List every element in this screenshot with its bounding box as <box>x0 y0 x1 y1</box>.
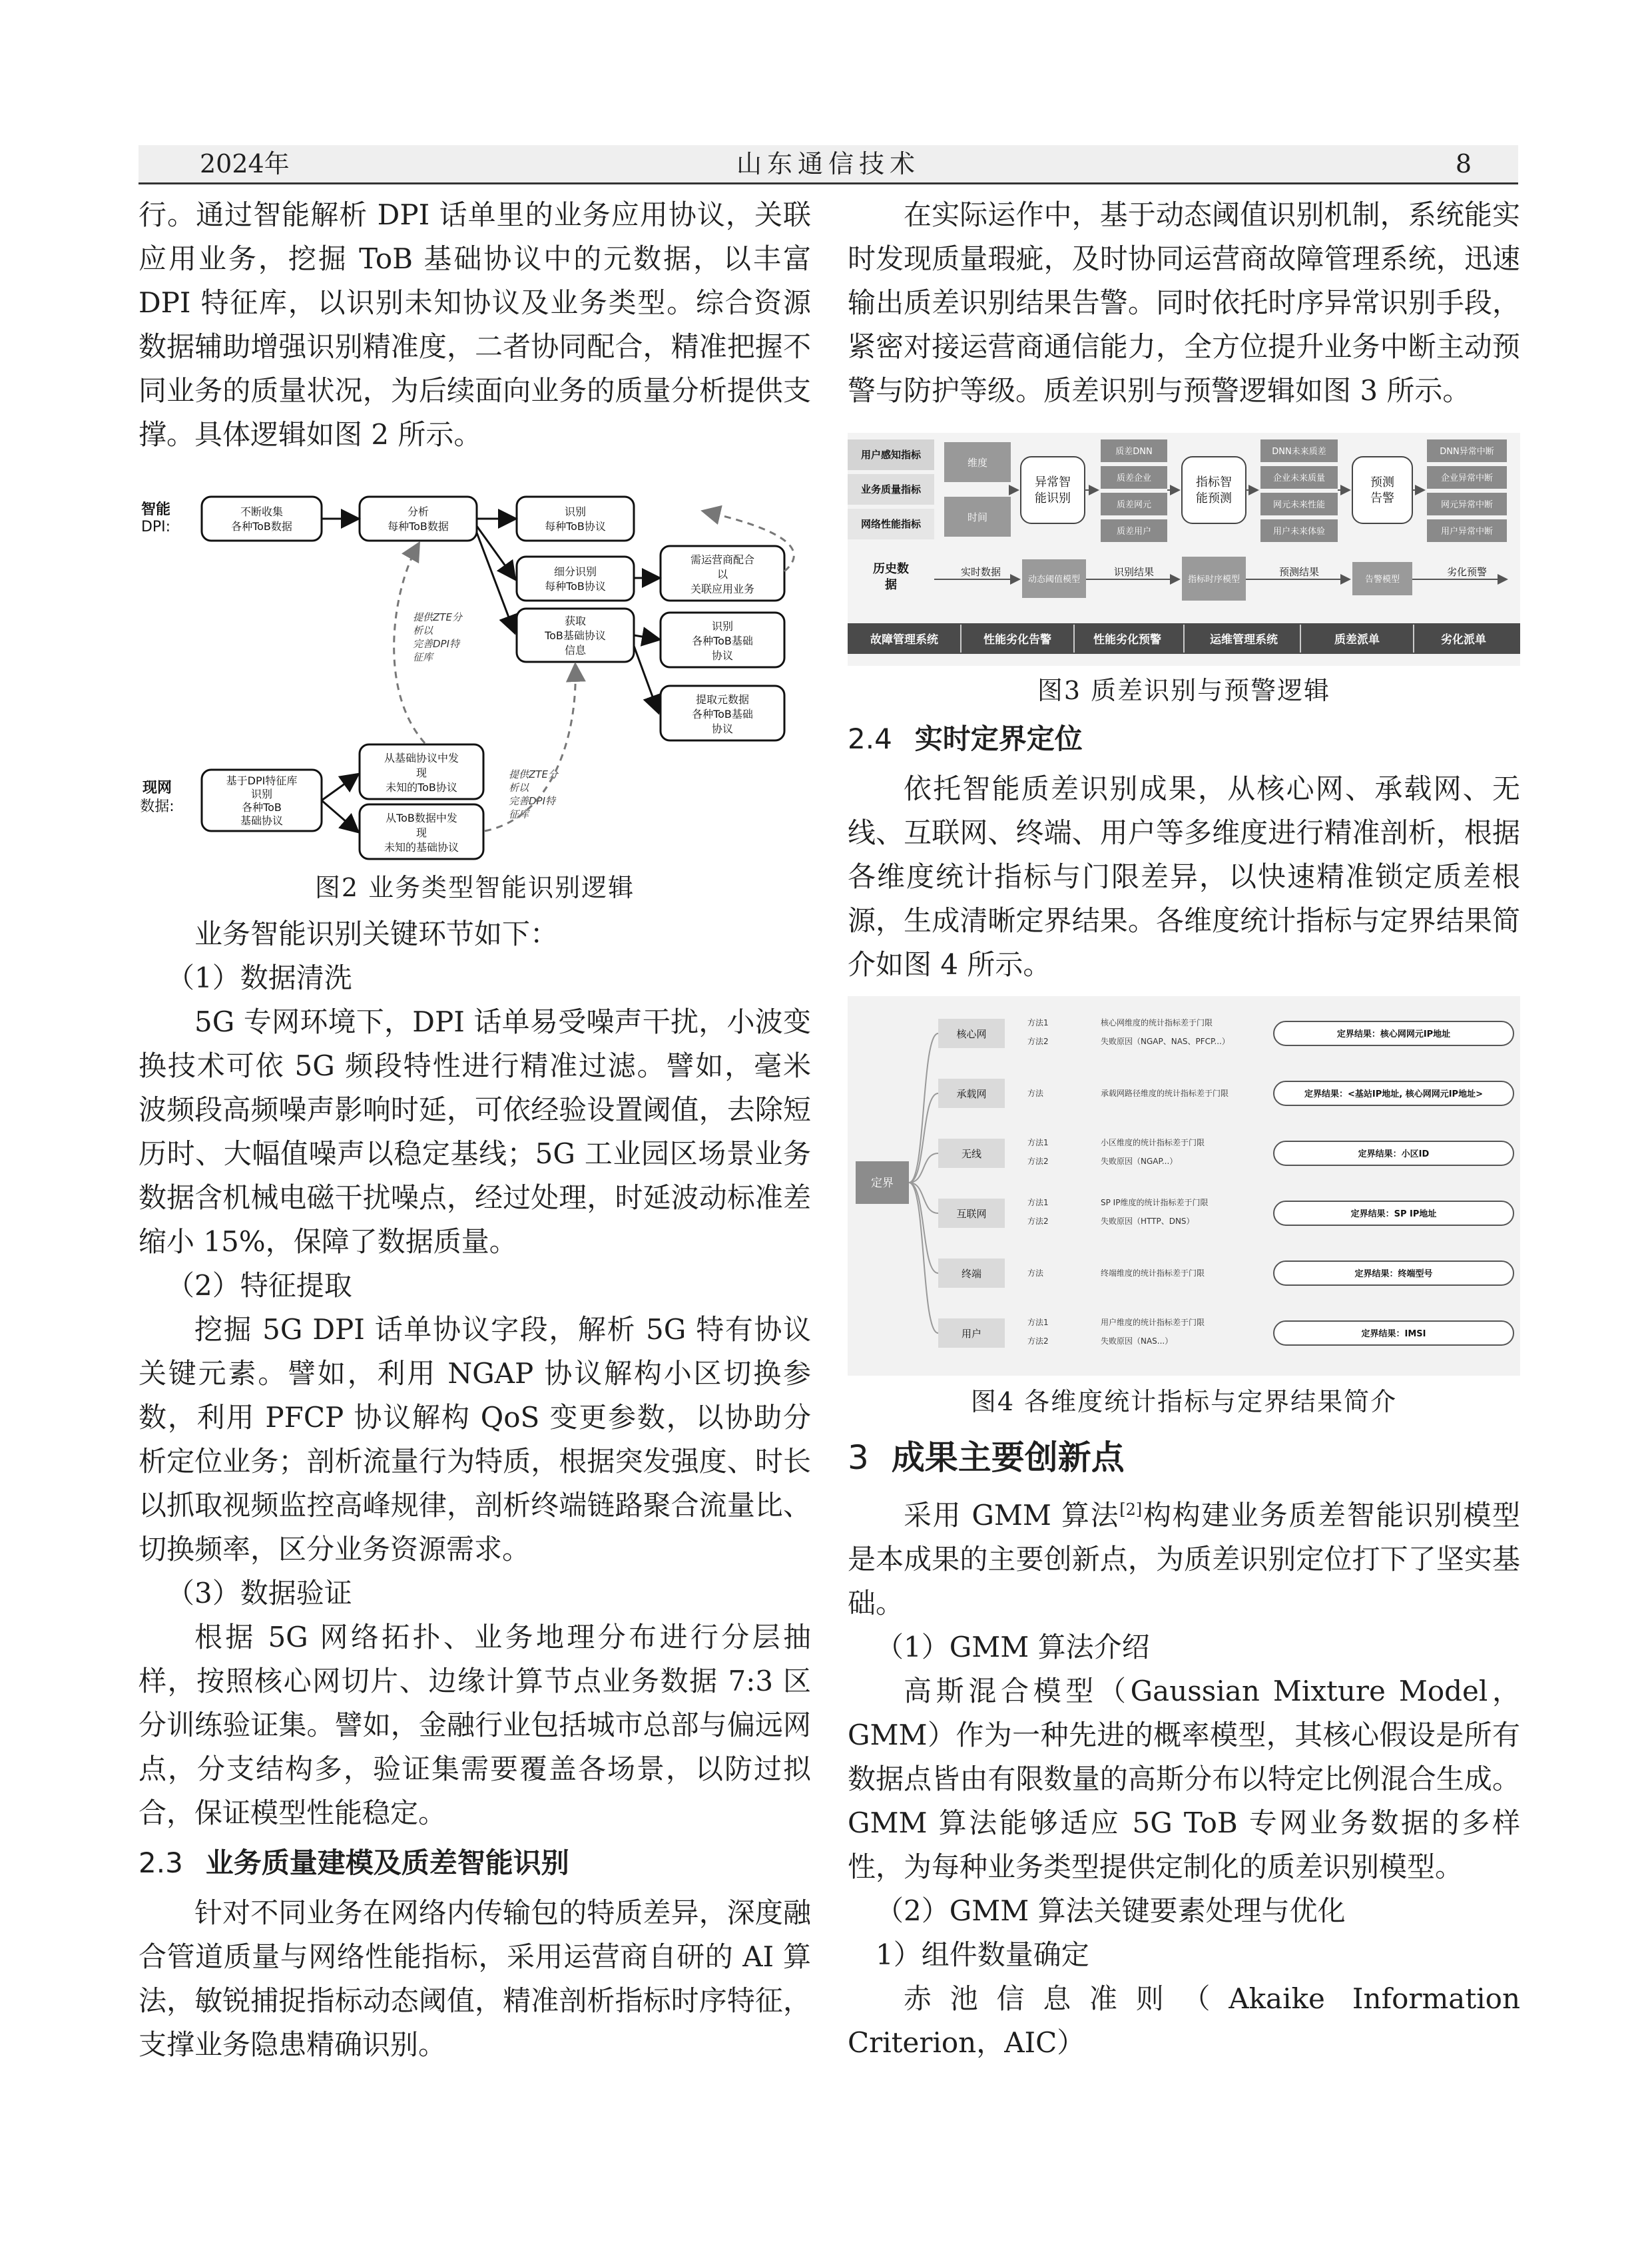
fig2-box-text: 协议 <box>711 649 734 662</box>
fig2-box-text: 不断收集 <box>240 505 284 518</box>
fig4-method: 方法1 <box>1027 1198 1049 1207</box>
fig4-result: 定界结果：核心网网元IP地址 <box>1336 1029 1451 1039</box>
subheading: （2）特征提取 <box>166 1269 352 1302</box>
fig3-input-label: 业务质量指标 <box>860 483 922 495</box>
paragraph: 行。通过智能解析 DPI 话单里的业务应用协议，关联应用业务，挖掘 ToB 基础协议中的元数据，以丰富 DPI 特征库，以识别未知协议及业务类型。综合资源数据辅助增强识别精准度，二者协同配合，精准把握不同业务的质量状况，为后续面向业务的质量分析提供支撑。具体逻辑如图 2 所示。 <box>138 198 811 451</box>
fig2-box-text: 细分识别 <box>553 565 597 578</box>
figure-2-diagram <box>138 471 811 864</box>
fig2-box-text: 每种ToB协议 <box>545 520 606 533</box>
fig4-method-text: 核心网维度的统计指标差于门限 <box>1101 1018 1213 1027</box>
fig2-box-text: ToB基础协议 <box>545 629 606 642</box>
left-column <box>138 193 811 2067</box>
fig4-root: 定界 <box>871 1177 894 1190</box>
header-journal: 山东通信技术 <box>736 149 920 178</box>
running-header <box>138 145 1518 184</box>
fig2-box-text: 信息 <box>564 644 587 657</box>
fig4-dimension: 核心网 <box>956 1028 987 1040</box>
fig4-method-text: 小区维度的统计指标差于门限 <box>1101 1138 1205 1147</box>
fig4-method-text: 失败原因（NAS...） <box>1101 1336 1173 1346</box>
fig2-box-text: 关联应用业务 <box>690 583 755 595</box>
fig4-method-text: 失败原因（HTTP、DNS） <box>1101 1217 1195 1226</box>
subheading: （1）数据清洗 <box>166 962 352 994</box>
fig2-box-text: 未知的基础协议 <box>384 841 459 854</box>
fig2-box-text: 基于DPI特征库 <box>226 774 298 787</box>
fig2-box-text: 现 <box>415 766 427 779</box>
fig3-flow-label: 实时数据 <box>960 566 1001 578</box>
fig3-stage: 预测 <box>1370 475 1394 489</box>
fig4-dimension: 终端 <box>961 1268 982 1280</box>
fig2-box-text: 各种ToB数据 <box>231 520 292 533</box>
fig3-category: 质差用户 <box>1116 527 1152 537</box>
fig3-bottom-item: 运维管理系统 <box>1210 633 1278 647</box>
fig2-box-fine <box>517 557 634 601</box>
figure-2 <box>138 471 811 864</box>
fig2-box-text: 现 <box>415 826 427 839</box>
fig3-flow-label: 动态阈值模型 <box>1027 575 1081 585</box>
fig3-history: 历史数 <box>873 562 909 576</box>
figure-2-caption: 图2 业务类型智能识别逻辑 <box>314 873 635 902</box>
fig2-box-text: 从ToB数据中发 <box>386 812 457 824</box>
fig3-stage: 告警 <box>1370 491 1394 505</box>
figure-4-diagram <box>848 996 1520 1376</box>
fig2-note: 完善DPI特 <box>509 795 556 807</box>
fig4-method: 方法2 <box>1027 1157 1049 1166</box>
figure-3 <box>848 433 1520 666</box>
fig4-result: 定界结果：<基站IP地址, 核心网网元IP地址> <box>1304 1089 1483 1099</box>
fig3-input-label: 用户感知指标 <box>860 449 922 461</box>
section-heading-2-4 <box>848 715 1520 763</box>
fig2-note: 征库 <box>509 808 529 820</box>
fig4-result: 定界结果：IMSI <box>1361 1329 1426 1339</box>
fig2-box-text: 基础协议 <box>240 814 284 827</box>
fig2-box-analyze <box>360 497 477 541</box>
fig2-box-text: 各种ToB基础 <box>692 635 753 647</box>
paragraph: 在实际运作中，基于动态阈值识别机制，系统能实时发现质量瑕疵，及时协同运营商故障管理系统，迅速输出质差识别结果告警。同时依托时序异常识别手段，紧密对接运营商通信能力，全方位提升业务中断主动预警与防护等级。质差识别与预警逻辑如图 3 所示。 <box>848 198 1520 407</box>
fig4-method: 方法2 <box>1027 1037 1049 1046</box>
fig4-method-text: SP IP维度的统计指标差于门限 <box>1101 1198 1209 1207</box>
fig2-box-text: 各种ToB基础 <box>692 708 753 720</box>
figure-4 <box>848 996 1520 1376</box>
fig3-bottom-item: 质差派单 <box>1334 633 1380 647</box>
fig2-box-identify <box>517 497 634 541</box>
section-number: 2.3 <box>138 1846 183 1879</box>
paragraph: 赤池信息准则（Akaike Information Criterion，AIC） <box>848 1982 1520 2059</box>
fig4-result: 定界结果：小区ID <box>1358 1149 1430 1159</box>
section-title: 实时定界定位 <box>914 722 1083 755</box>
fig3-flow-label: 劣化预警 <box>1446 566 1488 578</box>
figure-4-caption: 图4 各维度统计指标与定界结果简介 <box>970 1387 1398 1416</box>
fig4-dimension: 无线 <box>961 1148 982 1160</box>
paragraph: 依托智能质差识别成果，从核心网、承载网、无线、互联网、终端、用户等多维度进行精准剖析，根据各维度统计指标与门限差异，以快速精准锁定质差根源，生成清晰定界结果。各维度统计指标与定界结果简介如图 4 所示。 <box>848 772 1520 981</box>
fig3-flow-label: 预测结果 <box>1278 566 1320 578</box>
header-year: 2024年 <box>200 149 290 178</box>
fig4-method: 方法2 <box>1027 1217 1049 1226</box>
subheading: （1）GMM 算法介绍 <box>876 1631 1150 1663</box>
fig3-category: DNN未来质差 <box>1272 447 1326 457</box>
fig2-box-text: 协议 <box>711 722 734 735</box>
subheading: 1）组件数量确定 <box>876 1938 1089 1971</box>
fig4-method: 方法1 <box>1027 1018 1049 1027</box>
fig3-category: 质差网元 <box>1116 500 1152 510</box>
fig4-dimension: 互联网 <box>956 1208 987 1220</box>
fig2-box-text: 识别 <box>564 505 587 518</box>
fig3-stage: 指标智 <box>1196 475 1232 489</box>
fig4-dimension: 用户 <box>961 1328 982 1340</box>
fig3-category: 企业未来质量 <box>1272 473 1326 483</box>
fig3-flow-label: 指标时序模型 <box>1187 575 1240 585</box>
fig2-box-text: 分析 <box>407 505 429 518</box>
subheading: （3）数据验证 <box>166 1577 352 1609</box>
fig2-label-net: 数据: <box>140 798 174 815</box>
fig2-box-text: 识别 <box>250 788 273 800</box>
fig2-box-text: 各种ToB <box>242 801 282 814</box>
fig4-method: 方法 <box>1027 1089 1044 1098</box>
section-number: 2.4 <box>848 722 892 755</box>
fig2-box-collect <box>202 497 322 541</box>
subheading: （2）GMM 算法关键要素处理与优化 <box>876 1894 1346 1927</box>
fig2-label-dpi: DPI: <box>140 519 171 535</box>
fig3-dim: 时间 <box>967 511 988 523</box>
fig4-method-text: 承载网路径维度的统计指标差于门限 <box>1101 1089 1229 1098</box>
fig3-stage: 异常智 <box>1035 475 1071 489</box>
citation-ref: [2] <box>1119 1500 1143 1519</box>
paragraph <box>848 1488 1520 1625</box>
fig2-box-text: 获取 <box>564 615 587 627</box>
fig3-category: 企业异常中断 <box>1440 473 1494 483</box>
section-heading-3 <box>848 1430 1520 1485</box>
fig2-label-dpi: 智能 <box>140 501 171 518</box>
figure-3-diagram <box>848 433 1520 666</box>
fig3-bottom-item: 故障管理系统 <box>870 633 938 647</box>
fig2-box-text: 每种ToB数据 <box>388 520 449 533</box>
paragraph: 5G 专网环境下，DPI 话单易受噪声干扰，小波变换技术可依 5G 频段特性进行精准过滤。譬如，毫米波频段高频噪声影响时延，可依经验设置阈值，去除短历时、大幅值噪声以稳定基线；5G 工业园区场景业务数据含机械电磁干扰噪点，经过处理，时延波动标准差缩小 15%，保障了数据质量。 <box>138 1005 811 1258</box>
fig4-result: 定界结果：终端型号 <box>1354 1269 1433 1279</box>
fig3-flow-label: 识别结果 <box>1113 566 1155 578</box>
section-number: 3 <box>848 1438 869 1477</box>
fig2-box-text: 以 <box>716 568 728 581</box>
fig3-bottom-item: 劣化派单 <box>1441 633 1486 647</box>
fig2-note: 提供ZTE分 <box>509 768 558 780</box>
section-title: 成果主要创新点 <box>891 1438 1125 1477</box>
fig4-dimension: 承载网 <box>956 1088 987 1100</box>
fig2-box-text: 提取元数据 <box>695 693 750 706</box>
fig4-method: 方法1 <box>1027 1138 1049 1147</box>
fig2-note: 征库 <box>413 651 433 663</box>
paragraph: 挖掘 5G DPI 话单协议字段，解析 5G 特有协议关键元素。譬如，利用 NGAP 协议解构小区切换参数，利用 PFCP 协议解构 QoS 变更参数，以协助分析定位业务；剖析流量行为特质，根据突发强度、时长以抓取视频监控高峰规律，剖析终端链路聚合流量比、切换频率，区分业务资源需求。 <box>138 1313 811 1565</box>
fig4-method-text: 失败原因（NGAP...） <box>1101 1157 1178 1166</box>
fig3-bottom-item: 性能劣化告警 <box>983 633 1051 647</box>
fig2-note: 析以 <box>509 782 529 794</box>
fig3-category: 用户未来体验 <box>1272 527 1326 537</box>
fig4-result: 定界结果：SP IP地址 <box>1350 1209 1437 1219</box>
fig3-category: DNN异常中断 <box>1440 447 1494 457</box>
fig4-method: 方法 <box>1027 1268 1044 1278</box>
fig2-label-net: 现网 <box>142 780 172 796</box>
fig2-box-text: 从基础协议中发 <box>384 752 459 764</box>
text-run: 采用 GMM 算法 <box>904 1499 1120 1532</box>
fig3-category: 用户异常中断 <box>1440 527 1494 537</box>
fig3-category: 质差企业 <box>1116 473 1152 483</box>
fig3-bottom-item: 性能劣化预警 <box>1093 633 1161 647</box>
paragraph: 针对不同业务在网络内传输包的特质差异，深度融合管道质量与网络性能指标，采用运营商自研的 AI 算法，敏锐捕捉指标动态阈值，精准剖析指标时序特征，支撑业务隐患精确识别。 <box>138 1896 811 2061</box>
fig2-box-text: 需运营商配合 <box>690 553 755 566</box>
right-column <box>848 193 1520 2065</box>
fig4-method: 方法1 <box>1027 1318 1049 1327</box>
fig4-method: 方法2 <box>1027 1336 1049 1346</box>
fig3-history: 据 <box>885 578 897 592</box>
fig2-note: 完善DPI特 <box>413 638 460 650</box>
fig2-note: 析以 <box>413 625 433 637</box>
fig2-box-text: 未知的ToB协议 <box>386 781 457 794</box>
fig3-stage: 能预测 <box>1196 491 1232 505</box>
fig3-stage: 能识别 <box>1035 491 1071 505</box>
fig4-method-text: 失败原因（NGAP、NAS、PFCP...） <box>1101 1037 1230 1046</box>
figure-3-caption: 图3 质差识别与预警逻辑 <box>1037 676 1331 705</box>
header-page-number: 8 <box>1455 149 1472 178</box>
fig3-dim: 维度 <box>967 457 988 469</box>
paragraph: 高斯混合模型（Gaussian Mixture Model，GMM）作为一种先进的概率模型，其核心假设是所有数据点皆由有限数量的高斯分布以特定比例混合生成。GMM 算法能够适应 5G ToB 专网业务数据的多样性，为每种业务类型提供定制化的质差识别模型。 <box>848 1675 1520 1883</box>
fig2-box-text: 每种ToB协议 <box>545 580 606 593</box>
fig2-note: 提供ZTE分 <box>413 611 462 623</box>
paragraph: 业务智能识别关键环节如下： <box>194 918 559 950</box>
section-heading-2-3 <box>138 1839 811 1887</box>
text-run: 构构建业务质差智能识别模型是本成果的主要创新点，为质差识别定位打下了坚实基础。 <box>848 1499 1520 1619</box>
fig4-method-text: 用户维度的统计指标差于门限 <box>1101 1318 1205 1327</box>
fig3-category: 网元未来性能 <box>1272 500 1326 510</box>
paragraph: 根据 5G 网络拓扑、业务地理分布进行分层抽样，按照核心网切片、边缘计算节点业务数据 7:3 区分训练验证集。譬如，金融行业包括城市总部与偏远网点，分支结构多，验证集需要覆盖各场景，以防过拟合，保证模型性能稳定。 <box>138 1621 811 1829</box>
fig3-flow-label: 告警模型 <box>1364 575 1400 585</box>
fig3-category: 质差DNN <box>1115 447 1153 457</box>
fig2-box-text: 识别 <box>711 620 734 633</box>
fig3-category: 网元异常中断 <box>1440 500 1494 510</box>
section-title: 业务质量建模及质差智能识别 <box>205 1846 569 1879</box>
fig4-method-text: 终端维度的统计指标差于门限 <box>1101 1268 1205 1278</box>
fig3-input-label: 网络性能指标 <box>860 518 922 530</box>
